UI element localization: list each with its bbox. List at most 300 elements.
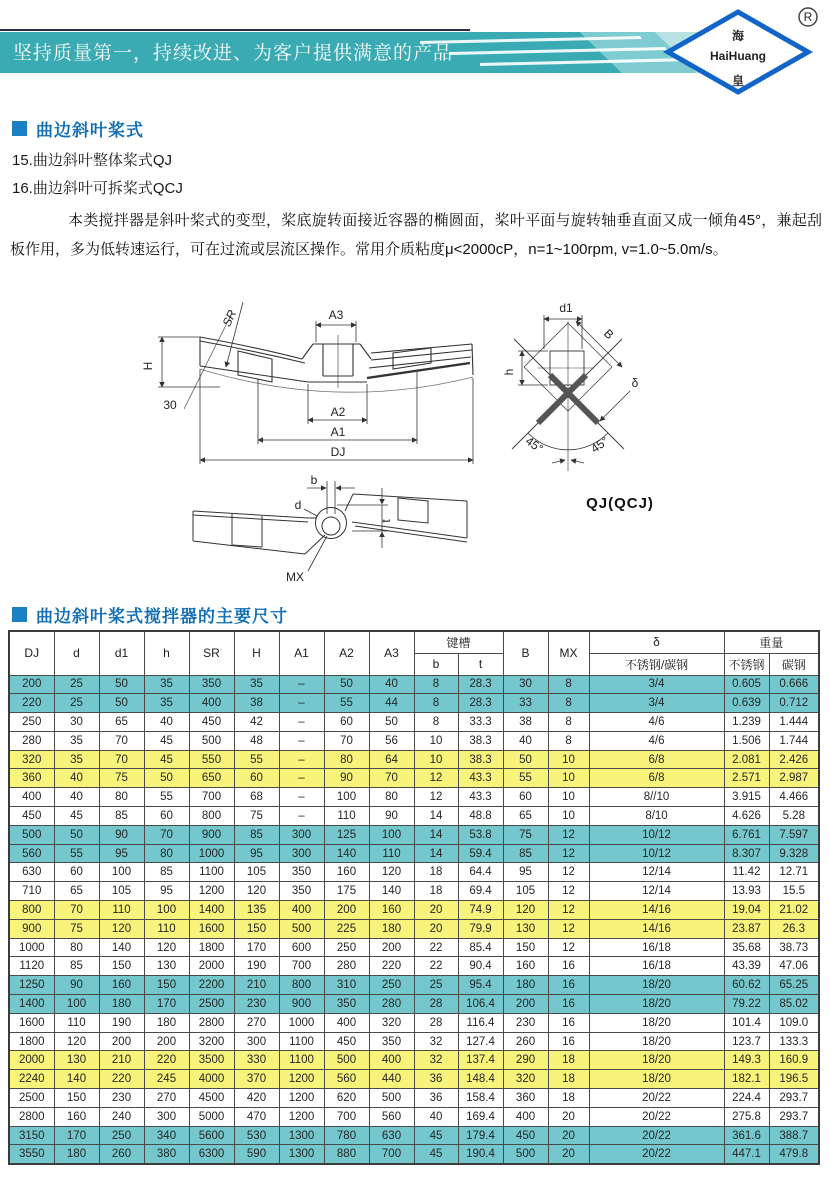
table-cell: 6300 <box>189 1145 234 1164</box>
table-cell: 1200 <box>279 1070 324 1089</box>
table-cell: 1120 <box>9 957 54 976</box>
front-view-drawing <box>140 287 512 483</box>
table-cell: 4000 <box>189 1070 234 1089</box>
table-cell: 20 <box>548 1145 589 1164</box>
table-row <box>9 1145 819 1164</box>
table-cell: 370 <box>234 1070 279 1089</box>
table-cell: 10 <box>548 750 589 769</box>
table-cell: 180 <box>503 976 548 995</box>
table-cell: 70 <box>369 769 414 788</box>
table-cell: 12 <box>414 769 458 788</box>
table-cell: 135 <box>234 901 279 920</box>
table-row <box>9 919 819 938</box>
table-cell: 250 <box>324 938 369 957</box>
table-cell: 180 <box>369 919 414 938</box>
table-cell: 224.4 <box>724 1089 769 1108</box>
table-cell: 18/20 <box>589 995 724 1014</box>
table-cell: 16 <box>548 1032 589 1051</box>
table-cell: 85.02 <box>769 995 819 1014</box>
table-cell: 3550 <box>9 1145 54 1164</box>
table-cell: 50 <box>144 769 189 788</box>
table-cell: 42 <box>234 713 279 732</box>
table-cell: 300 <box>279 825 324 844</box>
table-cell: – <box>279 807 324 826</box>
table-cell: 220 <box>144 1051 189 1070</box>
table-cell: 196.5 <box>769 1070 819 1089</box>
table-cell: 140 <box>99 938 144 957</box>
table-cell: 2240 <box>9 1070 54 1089</box>
dim-label-h: h <box>502 368 516 376</box>
table-cell: 800 <box>9 901 54 920</box>
table-cell: 1600 <box>189 919 234 938</box>
table-cell: 64.4 <box>458 863 503 882</box>
table-cell: 630 <box>369 1126 414 1145</box>
table-cell: 23.87 <box>724 919 769 938</box>
description-paragraph: 本类搅拌器是斜叶桨式的变型，桨底旋转面接近容器的椭圆面，桨叶平面与旋转轴垂直面又成一倾角45°，兼起刮板作用，多为低转速运行，可在过流或层流区操作。常用介质粘度μ<2000cP，n=1~100rpm, v=1.0~5.0m/s。 <box>10 212 822 258</box>
table-cell: 320 <box>503 1070 548 1089</box>
table-cell: 65 <box>503 807 548 826</box>
table-cell: 450 <box>189 713 234 732</box>
table-cell: 33 <box>503 694 548 713</box>
table-cell: 447.1 <box>724 1145 769 1164</box>
table-cell: 43.3 <box>458 769 503 788</box>
table-cell: 158.4 <box>458 1089 503 1108</box>
table-cell: 180 <box>99 995 144 1014</box>
item-15: 15.曲边斜叶整体桨式QJ <box>12 152 173 169</box>
table-cell: 140 <box>54 1070 99 1089</box>
table-cell: 4500 <box>189 1089 234 1108</box>
table-cell: 14/16 <box>589 919 724 938</box>
table-cell: 60 <box>54 863 99 882</box>
table-row <box>9 750 819 769</box>
table-cell: 44 <box>369 694 414 713</box>
table-cell: 11.42 <box>724 863 769 882</box>
table-cell: 16 <box>548 976 589 995</box>
table-cell: 48.8 <box>458 807 503 826</box>
table-cell: 10 <box>548 788 589 807</box>
table-cell: 60.62 <box>724 976 769 995</box>
table-cell: 360 <box>9 769 54 788</box>
col-header-d1: d1 <box>99 631 144 675</box>
table-cell: 32 <box>414 1051 458 1070</box>
table-cell: 95.4 <box>458 976 503 995</box>
table-cell: 900 <box>189 825 234 844</box>
table-cell: 12 <box>414 788 458 807</box>
table-cell: 280 <box>324 957 369 976</box>
table-cell: 182.1 <box>724 1070 769 1089</box>
table-cell: 200 <box>99 1032 144 1051</box>
table-cell: 12 <box>548 825 589 844</box>
table-cell: 85 <box>234 825 279 844</box>
table-cell: 50 <box>324 675 369 694</box>
table-cell: 45 <box>144 731 189 750</box>
table-cell: 40 <box>54 788 99 807</box>
table-cell: 10 <box>414 731 458 750</box>
table-cell: 275.8 <box>724 1107 769 1126</box>
table-cell: 500 <box>189 731 234 750</box>
table-cell: 90.4 <box>458 957 503 976</box>
table-cell: 293.7 <box>769 1089 819 1108</box>
table-cell: 35 <box>144 675 189 694</box>
table-cell: 400 <box>369 1051 414 1070</box>
table-cell: 0.712 <box>769 694 819 713</box>
col-header-delta-sub: 不锈钢/碳钢 <box>589 653 724 675</box>
table-cell: 300 <box>144 1107 189 1126</box>
table-cell: 700 <box>279 957 324 976</box>
table-cell: 116.4 <box>458 1013 503 1032</box>
table-cell: 240 <box>99 1107 144 1126</box>
table-cell: 400 <box>189 694 234 713</box>
table-cell: 6/8 <box>589 750 724 769</box>
table-cell: – <box>279 675 324 694</box>
table-cell: 70 <box>324 731 369 750</box>
table-cell: 50 <box>99 675 144 694</box>
table-cell: 18 <box>414 863 458 882</box>
table-cell: 20/22 <box>589 1089 724 1108</box>
table-cell: 1600 <box>9 1013 54 1032</box>
table-cell: 2800 <box>9 1107 54 1126</box>
col-header-b: b <box>414 653 458 675</box>
table-cell: 18 <box>548 1089 589 1108</box>
table-cell: – <box>279 694 324 713</box>
table-cell: 22 <box>414 957 458 976</box>
table-row <box>9 995 819 1014</box>
table-cell: 45 <box>54 807 99 826</box>
table-cell: 14 <box>414 844 458 863</box>
table-cell: 160 <box>503 957 548 976</box>
table-cell: 100 <box>99 863 144 882</box>
table-row <box>9 901 819 920</box>
table-cell: 2500 <box>189 995 234 1014</box>
table-cell: 1800 <box>9 1032 54 1051</box>
table-cell: 800 <box>189 807 234 826</box>
table-cell: 1300 <box>279 1126 324 1145</box>
table-row <box>9 1089 819 1108</box>
table-cell: 700 <box>369 1145 414 1164</box>
table-cell: 12 <box>548 919 589 938</box>
table-cell: 43.39 <box>724 957 769 976</box>
dimensions-table <box>8 630 820 1165</box>
table-cell: 40 <box>54 769 99 788</box>
table-cell: 80 <box>144 844 189 863</box>
table-cell: 170 <box>234 938 279 957</box>
table-cell: 100 <box>324 788 369 807</box>
table-cell: 75 <box>99 769 144 788</box>
table-cell: 8 <box>414 675 458 694</box>
table-cell: 1400 <box>9 995 54 1014</box>
table-cell: 120 <box>54 1032 99 1051</box>
table-cell: 18 <box>414 882 458 901</box>
table-cell: 8 <box>414 713 458 732</box>
table-cell: 18/20 <box>589 1032 724 1051</box>
table-cell: 210 <box>99 1051 144 1070</box>
table-cell: 64 <box>369 750 414 769</box>
table-cell: 350 <box>279 863 324 882</box>
col-header-keyway: 键槽 <box>414 631 503 653</box>
table-cell: 620 <box>324 1089 369 1108</box>
table-cell: 75 <box>54 919 99 938</box>
table-cell: 5.28 <box>769 807 819 826</box>
table-cell: 55 <box>503 769 548 788</box>
table-cell: 220 <box>99 1070 144 1089</box>
table-cell: 479.8 <box>769 1145 819 1164</box>
table-cell: 250 <box>369 976 414 995</box>
table-cell: 90 <box>99 825 144 844</box>
table-cell: 105 <box>99 882 144 901</box>
section-title-text: 曲边斜叶桨式搅拌器的主要尺寸 <box>36 607 288 626</box>
table-cell: 440 <box>369 1070 414 1089</box>
table-cell: 2.571 <box>724 769 769 788</box>
table-cell: 12 <box>548 863 589 882</box>
table-cell: 220 <box>369 957 414 976</box>
table-row <box>9 788 819 807</box>
table-cell: 9.328 <box>769 844 819 863</box>
item-16: 16.曲边斜叶可拆桨式QCJ <box>12 180 183 197</box>
table-cell: 450 <box>9 807 54 826</box>
table-cell: 50 <box>503 750 548 769</box>
table-cell: 25 <box>414 976 458 995</box>
table-cell: 2000 <box>9 1051 54 1070</box>
table-row <box>9 1126 819 1145</box>
table-cell: 400 <box>9 788 54 807</box>
table-cell: 90 <box>54 976 99 995</box>
col-header-a1: A1 <box>279 631 324 675</box>
table-cell: 500 <box>324 1051 369 1070</box>
table-cell: 200 <box>503 995 548 1014</box>
table-cell: 8//10 <box>589 788 724 807</box>
table-cell: 16 <box>548 1013 589 1032</box>
dim-label-30: 30 <box>163 398 177 412</box>
table-cell: 1100 <box>279 1051 324 1070</box>
table-cell: 133.3 <box>769 1032 819 1051</box>
table-cell: 2200 <box>189 976 234 995</box>
table-cell: 38.3 <box>458 731 503 750</box>
table-cell: 2800 <box>189 1013 234 1032</box>
section-title-dimensions <box>12 602 288 627</box>
table-cell: 28 <box>414 1013 458 1032</box>
table-cell: 350 <box>189 675 234 694</box>
table-cell: 0.605 <box>724 675 769 694</box>
table-cell: 450 <box>503 1126 548 1145</box>
table-cell: 110 <box>144 919 189 938</box>
table-cell: 900 <box>9 919 54 938</box>
table-cell: 700 <box>324 1107 369 1126</box>
side-view-caption: QJ(QCJ) <box>586 495 654 512</box>
table-row <box>9 731 819 750</box>
table-cell: 560 <box>9 844 54 863</box>
col-header-weight-ss: 不锈钢 <box>724 653 769 675</box>
table-cell: 3.915 <box>724 788 769 807</box>
table-row <box>9 976 819 995</box>
table-cell: – <box>279 713 324 732</box>
table-cell: 300 <box>279 844 324 863</box>
table-cell: 10/12 <box>589 825 724 844</box>
dim-label-b-cap: B <box>601 326 617 342</box>
table-cell: 19.04 <box>724 901 769 920</box>
table-row <box>9 1032 819 1051</box>
table-cell: 4.626 <box>724 807 769 826</box>
table-cell: 16/18 <box>589 957 724 976</box>
col-header-d: d <box>54 631 99 675</box>
table-cell: 5600 <box>189 1126 234 1145</box>
table-cell: 179.4 <box>458 1126 503 1145</box>
table-row <box>9 1070 819 1089</box>
table-cell: 20/22 <box>589 1107 724 1126</box>
table-cell: 12 <box>548 882 589 901</box>
table-row <box>9 957 819 976</box>
table-cell: 3150 <box>9 1126 54 1145</box>
table-cell: 70 <box>144 825 189 844</box>
table-cell: 2.426 <box>769 750 819 769</box>
table-cell: 40 <box>369 675 414 694</box>
table-cell: 3500 <box>189 1051 234 1070</box>
table-cell: 109.0 <box>769 1013 819 1032</box>
table-cell: 130 <box>54 1051 99 1070</box>
table-cell: 3/4 <box>589 694 724 713</box>
table-cell: 290 <box>503 1051 548 1070</box>
table-cell: 106.4 <box>458 995 503 1014</box>
table-cell: – <box>279 731 324 750</box>
table-cell: 8 <box>548 694 589 713</box>
table-cell: 170 <box>144 995 189 1014</box>
table-cell: 85 <box>144 863 189 882</box>
table-cell: 12 <box>548 844 589 863</box>
dim-label-h-cap: H <box>141 361 155 371</box>
table-cell: 1200 <box>279 1089 324 1108</box>
table-cell: 18/20 <box>589 976 724 995</box>
table-cell: 95 <box>144 882 189 901</box>
table-cell: 160 <box>324 863 369 882</box>
table-cell: 160 <box>54 1107 99 1126</box>
table-cell: 200 <box>144 1032 189 1051</box>
dim-label-b: b <box>310 473 318 487</box>
table-cell: – <box>279 788 324 807</box>
table-cell: 65 <box>54 882 99 901</box>
table-cell: 280 <box>9 731 54 750</box>
table-cell: 140 <box>324 844 369 863</box>
table-cell: 70 <box>54 901 99 920</box>
table-cell: 100 <box>144 901 189 920</box>
table-cell: 280 <box>369 995 414 1014</box>
table-cell: 13.93 <box>724 882 769 901</box>
table-cell: 12 <box>548 938 589 957</box>
col-header-mx: MX <box>548 631 589 675</box>
table-cell: 20/22 <box>589 1126 724 1145</box>
table-cell: 180 <box>144 1013 189 1032</box>
table-cell: 95 <box>503 863 548 882</box>
table-cell: 170 <box>54 1126 99 1145</box>
col-header-sr: SR <box>189 631 234 675</box>
table-cell: 530 <box>234 1126 279 1145</box>
table-cell: 16 <box>548 995 589 1014</box>
table-cell: 2.987 <box>769 769 819 788</box>
table-cell: 69.4 <box>458 882 503 901</box>
col-header-hcap: H <box>234 631 279 675</box>
table-cell: 40 <box>503 731 548 750</box>
table-cell: 18/20 <box>589 1051 724 1070</box>
table-cell: 28.3 <box>458 675 503 694</box>
dim-label-sr: SR <box>219 307 240 329</box>
table-cell: 60 <box>144 807 189 826</box>
table-row <box>9 882 819 901</box>
table-cell: – <box>279 769 324 788</box>
table-cell: 4.466 <box>769 788 819 807</box>
table-cell: 190 <box>99 1013 144 1032</box>
table-cell: 340 <box>144 1126 189 1145</box>
table-cell: 0.639 <box>724 694 769 713</box>
table-cell: 1800 <box>189 938 234 957</box>
table-cell: 190.4 <box>458 1145 503 1164</box>
table-cell: 880 <box>324 1145 369 1164</box>
dim-label-delta: δ <box>631 376 639 390</box>
table-row <box>9 825 819 844</box>
table-cell: 420 <box>234 1089 279 1108</box>
table-cell: 105 <box>234 863 279 882</box>
table-cell: 10 <box>548 769 589 788</box>
table-cell: 350 <box>369 1032 414 1051</box>
table-cell: 230 <box>234 995 279 1014</box>
table-cell: 80 <box>324 750 369 769</box>
table-cell: 250 <box>9 713 54 732</box>
dim-label-45-left: 45° <box>522 433 546 456</box>
table-cell: 95 <box>99 844 144 863</box>
col-header-weight-cs: 碳钢 <box>769 653 819 675</box>
table-cell: 16/18 <box>589 938 724 957</box>
table-cell: 300 <box>234 1032 279 1051</box>
table-cell: 18 <box>548 1070 589 1089</box>
table-cell: 361.6 <box>724 1126 769 1145</box>
table-cell: 79.9 <box>458 919 503 938</box>
table-cell: 350 <box>324 995 369 1014</box>
dim-label-a2: A2 <box>330 405 346 419</box>
table-cell: 100 <box>54 995 99 1014</box>
top-view-drawing <box>155 468 525 603</box>
table-cell: 500 <box>279 919 324 938</box>
logo-char-top: 海 <box>731 29 745 43</box>
col-header-t: t <box>458 653 503 675</box>
table-row <box>9 1013 819 1032</box>
table-cell: 20 <box>548 1126 589 1145</box>
logo-char-bottom: 皇 <box>731 74 745 88</box>
table-cell: 160 <box>369 901 414 920</box>
section-title-text: 曲边斜叶桨式 <box>36 121 144 140</box>
table-cell: 330 <box>234 1051 279 1070</box>
table-cell: 400 <box>324 1013 369 1032</box>
table-cell: 12/14 <box>589 863 724 882</box>
table-cell: 500 <box>503 1145 548 1164</box>
table-cell: 30 <box>503 675 548 694</box>
table-cell: 55 <box>324 694 369 713</box>
table-cell: 123.7 <box>724 1032 769 1051</box>
table-cell: 2.081 <box>724 750 769 769</box>
table-cell: 53.8 <box>458 825 503 844</box>
table-row <box>9 769 819 788</box>
table-cell: 149.3 <box>724 1051 769 1070</box>
table-cell: 2000 <box>189 957 234 976</box>
col-header-a3: A3 <box>369 631 414 675</box>
table-cell: 14/16 <box>589 901 724 920</box>
table-cell: 120 <box>234 882 279 901</box>
table-cell: 150 <box>144 976 189 995</box>
table-cell: 150 <box>99 957 144 976</box>
table-cell: 148.4 <box>458 1070 503 1089</box>
table-cell: 60 <box>324 713 369 732</box>
table-cell: 8 <box>548 675 589 694</box>
table-cell: 35 <box>54 750 99 769</box>
table-cell: 85 <box>54 957 99 976</box>
table-cell: 18/20 <box>589 1013 724 1032</box>
table-cell: 260 <box>503 1032 548 1051</box>
